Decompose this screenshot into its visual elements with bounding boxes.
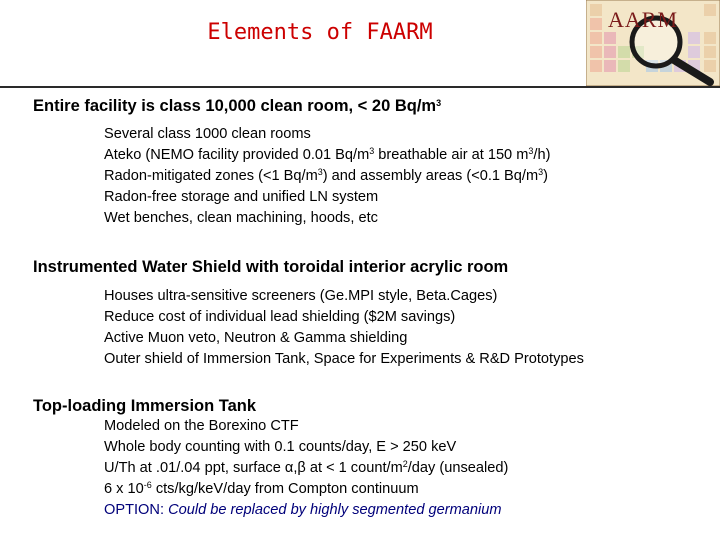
list-item: Reduce cost of individual lead shielding ($2M savings) [104, 309, 456, 325]
item-text: Ateko (NEMO facility provided 0.01 Bq/m [104, 147, 370, 163]
item-sup: -6 [143, 480, 152, 490]
item-text: Radon-mitigated zones (<1 Bq/m [104, 168, 318, 184]
option-text: Could be replaced by highly segmented germanium [168, 502, 502, 518]
section-items-water-shield [104, 286, 584, 370]
section-heading-water-shield: Instrumented Water Shield with toroidal interior acrylic room [33, 258, 509, 276]
section-items-cleanroom [104, 124, 550, 229]
aarm-logo [586, 0, 720, 86]
heading-text: Entire facility is class 10,000 clean room, < 20 Bq/m [33, 97, 437, 115]
option-label: OPTION: [104, 502, 169, 518]
item-text: ) and assembly areas (<0.1 Bq/m [322, 168, 539, 184]
list-item: Several class 1000 clean rooms [104, 126, 311, 142]
item-sup: 3 [528, 146, 534, 156]
item-sup: 3 [317, 167, 323, 177]
item-sup: 3 [369, 146, 375, 156]
heading-sup: 3 [436, 98, 442, 108]
slide-title: Elements of FAARM [207, 20, 433, 45]
list-item [104, 458, 508, 479]
list-item: Modeled on the Borexino CTF [104, 418, 299, 434]
logo-text: AARM [608, 7, 679, 32]
title-divider [0, 86, 720, 88]
list-item: Outer shield of Immersion Tank, Space for Experiments & R&D Prototypes [104, 351, 584, 367]
item-text: /day (unsealed) [407, 460, 509, 476]
item-text: U/Th at .01/.04 ppt, surface α,β at < 1 count/m [104, 460, 403, 476]
section-heading-immersion-tank: Top-loading Immersion Tank [33, 397, 257, 415]
item-text: /h) [533, 147, 551, 163]
item-sup: 2 [402, 459, 408, 469]
list-item: Whole body counting with 0.1 counts/day, E > 250 keV [104, 439, 457, 455]
list-item [104, 145, 550, 166]
list-item: Active Muon veto, Neutron & Gamma shielding [104, 330, 408, 346]
list-item: Radon-free storage and unified LN system [104, 189, 379, 205]
item-sup: 3 [538, 167, 544, 177]
list-item [104, 166, 550, 187]
list-item-option [104, 500, 508, 521]
list-item [104, 479, 508, 500]
section-heading-cleanroom [33, 97, 441, 116]
item-text: cts/kg/keV/day from Compton continuum [151, 481, 419, 497]
list-item: Wet benches, clean machining, hoods, etc [104, 210, 378, 226]
item-text: 6 x 10 [104, 481, 144, 497]
section-items-immersion-tank [104, 416, 508, 521]
item-text: breathable air at 150 m [374, 147, 529, 163]
item-text: ) [543, 168, 549, 184]
list-item: Houses ultra-sensitive screeners (Ge.MPI style, Beta.Cages) [104, 288, 498, 304]
